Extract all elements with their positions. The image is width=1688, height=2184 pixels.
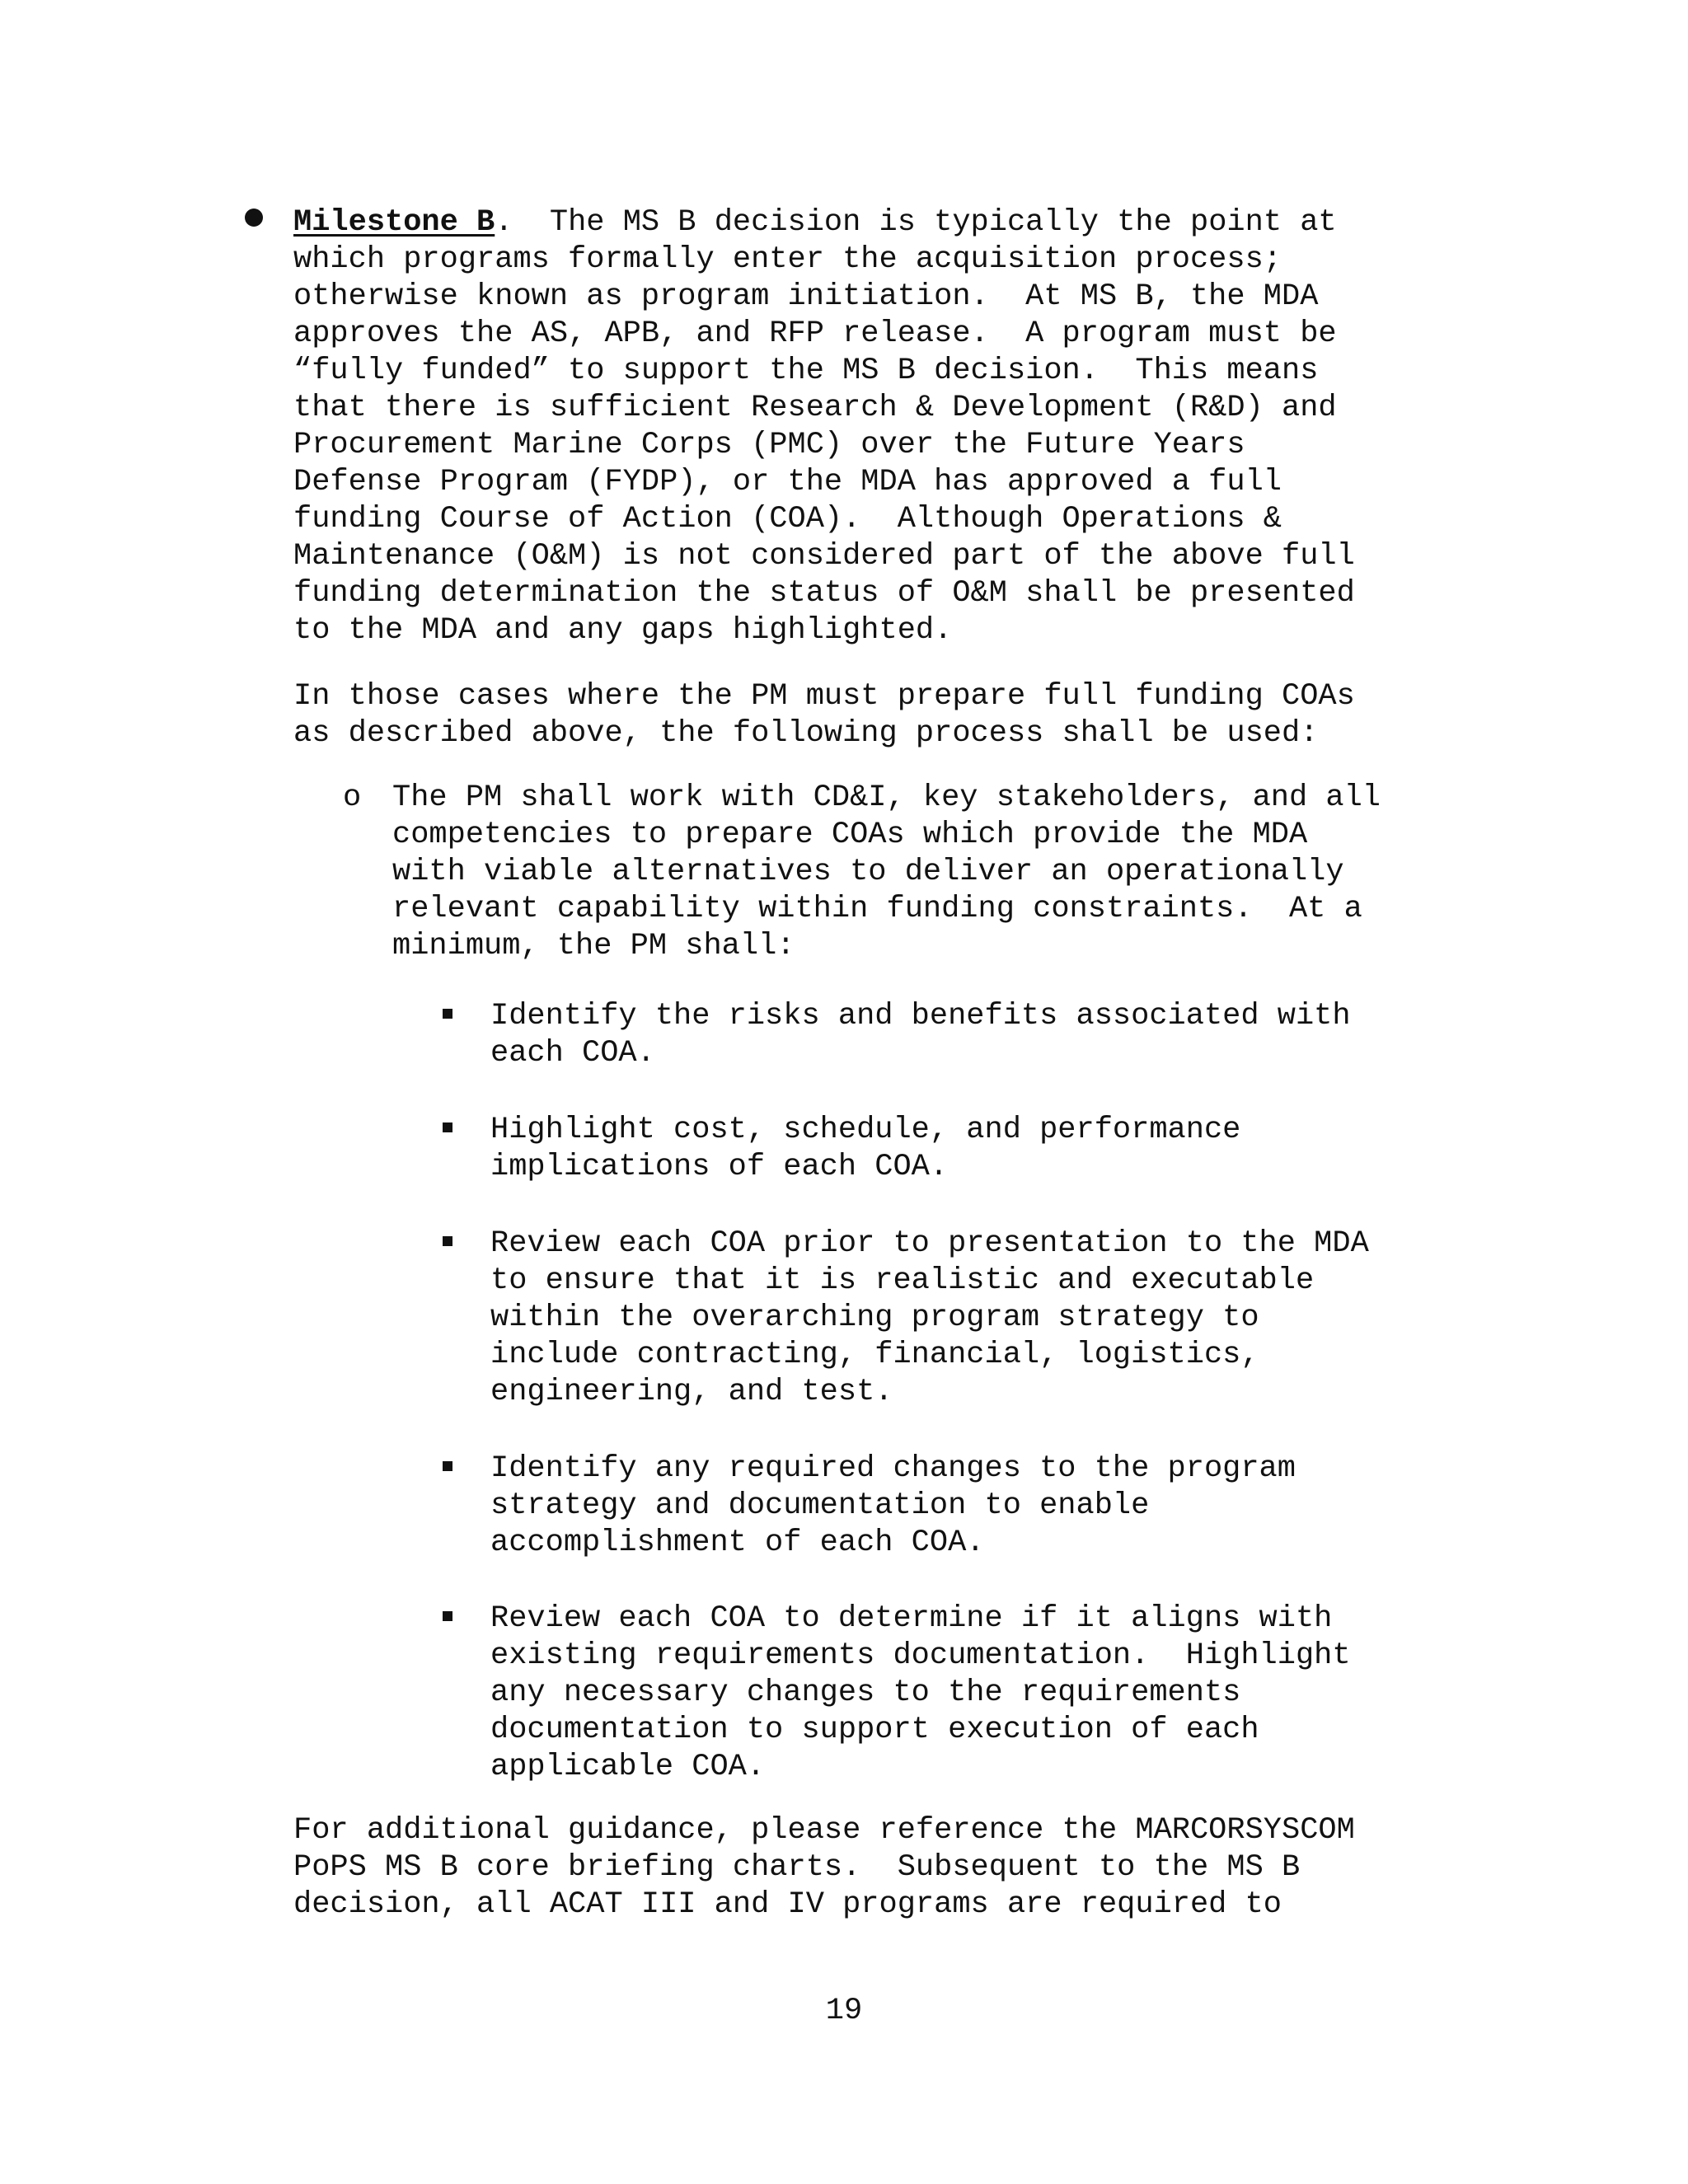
page-number: 19 (825, 1994, 863, 2028)
paragraph-coa-process: In those cases where the PM must prepare full funding COAs as described above, the following process shall be used: (293, 679, 1355, 751)
sub-bullet-text: The PM shall work with CD&I, key stakeholders, and all competencies to prepare COAs which provide the MDA with viable alternatives to deliver an operationally relevant capability within funding constraints. At a minimum, the PM shall: (392, 780, 1381, 963)
paragraph-additional-guidance: For additional guidance, please reference the MARCORSYSCOM PoPS MS B core briefing charts. Subsequent to the MS B decision, all ACAT III and IV programs are required to (293, 1813, 1355, 1922)
list-item: Identify the risks and benefits associated with each COA. (490, 999, 1351, 1071)
square-bullet-icon (443, 1611, 452, 1621)
list-item: Review each COA prior to presentation to the MDA to ensure that it is realistic and executable within the overarching program strategy to include contracting, financial, logistics, engineering, and test. (490, 1226, 1369, 1409)
paragraph-milestone-b: which programs formally enter the acquisition process; otherwise known as program initiation. At MS B, the MDA approves the AS, APB, and RFP release. A program must be “fully funded” to support the MS B decision. This means that there is sufficient Research & Development (R&D) and Procurement Marine Corps (PMC) over the Future Years Defense Program (FYDP), or the MDA has approved a full funding Course of Action (COA). Although Operations & Maintenance (O&M) is not considered part of the above full funding determination the status of O&M shall be presented to the MDA and any gaps highlighted. (293, 242, 1355, 648)
square-bullet-icon (443, 1009, 452, 1019)
section-first-line (293, 204, 1337, 241)
list-item: Highlight cost, schedule, and performance implications of each COA. (490, 1113, 1241, 1184)
square-bullet-icon (443, 1122, 452, 1132)
square-bullet-icon (443, 1461, 452, 1471)
sub-bullet-marker: o (343, 780, 362, 815)
list-item: Identify any required changes to the program strategy and documentation to enable accomplishment of each COA. (490, 1451, 1296, 1560)
section-heading: Milestone B (293, 205, 495, 240)
first-line-text: The MS B decision is typically the point at (513, 205, 1337, 240)
heading-punctuation: . (495, 205, 513, 240)
bullet-icon (245, 209, 263, 227)
list-item: Review each COA to determine if it aligns with existing requirements documentation. Highlight any necessary changes to the requirements documentation to support execution of each applicable COA. (490, 1601, 1351, 1784)
square-bullet-icon (443, 1236, 452, 1246)
